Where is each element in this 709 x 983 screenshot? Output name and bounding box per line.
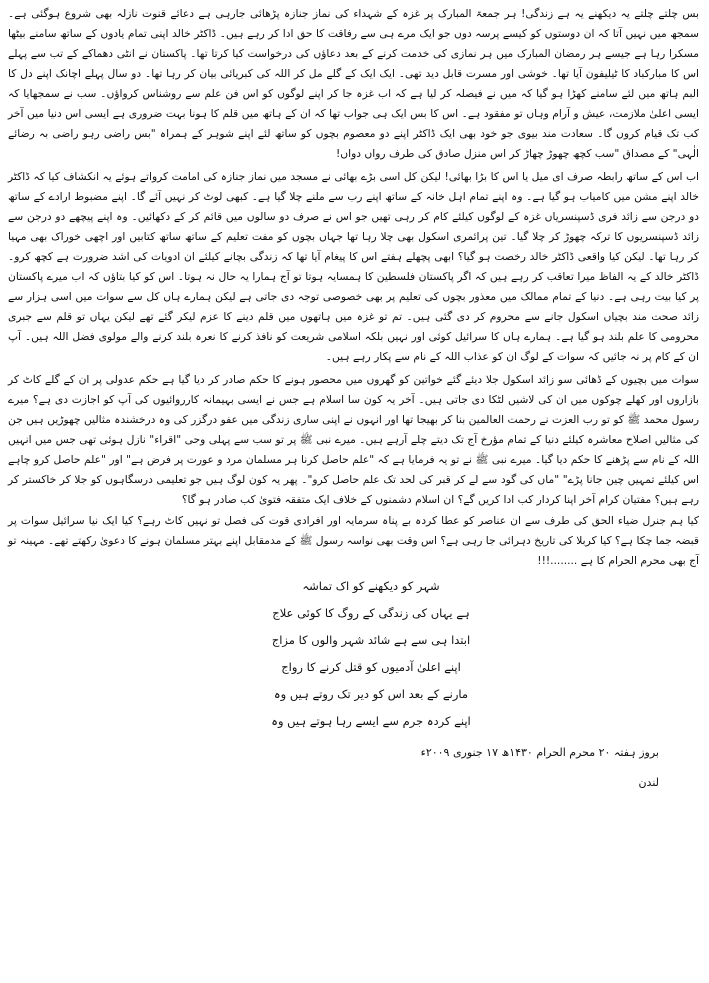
poem-line: ابتدا ہی سے ہے شائد شہر والوں کا مزاج [271,633,471,647]
poem-line: شہر کو دیکھنے کو اک تماشہ [302,579,440,593]
paragraph-questions: کیا ہم جنرل ضیاء الحق کی طرف سے ان عناصر کو عطا کردہ بے پناہ سرمایہ اور افرادی قوت کی فصل تو نہیں کاٹ رہے؟ کیا ایک نیا سرائیل سوات پر قبضہ جما چکا ہے؟ کیا کربلا کی تاریخ دہرائی جا رہی ہے؟ اس وقت بھی نواسہ رسول ﷺ کے مدمقابل اپنے بہتر مسلمان ہونے کا دعویٰ رکھتے تھے۔ مہینہ تو آج بھی محرم الحرام کا ہے ........!!! [8,514,699,567]
paragraph-gaza-mission: اب اس کے ساتھ رابطہ صرف ای میل یا اس کا بڑا بھائی! لیکن کل اسی بڑے بھائی نے مسجد میں نماز جنازہ کی امامت کرواتے ہوئے یہ انکشاف کیا کہ ڈاکٹر خالد اپنے مشن میں کامیاب ہو گیا ہے۔ وہ اپنے تمام اہل خانہ کے ساتھ اپنے رب سے ملنے چلا گیا ہے۔ کبھی لوٹ کر نہیں آئے گا۔ اپنے مضبوط ارادے کے ساتھ دو درجن سے زائد فری ڈسپنسریاں غزہ کے لوگوں کیلئے کام کر رہی تھیں جو اس نے صرف دو سالوں میں قائم کر کے دکھائیں۔ وہ اپنے پیچھے دو درجن سے زائد ڈسپنسریوں کا ترکہ چھوڑ کر چلا گیا۔ تین پرائمری اسکول بھی چلا رہا تھا جہاں بچوں کو مفت تعلیم کے ساتھ ساتھ کتابیں اور اچھی خوراک بھی مہیا کر رہا تھا۔ لیکن کیا واقعی ڈاکٹر خالد رخصت ہو گیا؟ ابھی پچھلے ہفتے اس کا پیغام آیا تھا کہ زندگی بچانے کیلئے ان ادویات کی اشد ضرورت ہے کچھ کرو۔ ڈاکٹر خالد کے یہ الفاظ میرا تعاقب کر رہے ہیں کہ اگر پاکستان فلسطین کا ہمسایہ ہوتا تو آج ہمارا یہ حال نہ ہوتا۔ اس کو کیا بتاؤں کہ اب میرے پاکستان پر کیا بیت رہی ہے۔ دنیا کے تمام ممالک میں معذور بچوں کی تعلیم پر بھی خصوصی توجہ دی جاتی ہے لیکن ہمارے ہاں کل سے سوات میں اسی ہزار سے زائد صحت مند بچیاں اسکول جانے سے محروم کر دی گئی ہیں۔ تم تو غزہ میں ہاتھوں میں قلم دینے کا عزم لیکر گئے تھے لیکن یہاں تو قلم سے جبری محرومی کا علم بلند ہو گیا ہے۔ ہمارے ہاں کا سرائیل کوئی اور نہیں بلکہ اسلامی شریعت کو نافذ کرنے کا نعرہ بلند کرنے والے مولوی فضل اللہ ہیں۔ آپ ان کے کام پر نہ جائیں کہ سوات کے لوگ ان کو عذاب اللہ کے نام سے پکار رہے ہیں۔ [8,170,699,363]
poem-line: ہے یہاں کی زندگی کے روگ کا کوئی علاج [272,606,470,620]
paragraph-dr-khalid-memory: بس چلتے چلتے یہ دیکھنے یہ ہے زندگی! ہر جمعۃ المبارک پر غزہ کے شہداء کی نماز جنازہ پڑھائی جارہی ہے دعائے قنوت نازلہ بھی شروع ہوگئی ہے۔ سمجھ میں نہیں آتا کہ ان دوستوں کو کیسے پرسہ دوں جو ایک مرے ہی سے رفاقت کا حق ادا کر رہے ہیں۔ ڈاکٹر خالد اپنی تمام یادوں کے ساتھ سامنے بیٹھا مسکرا رہا ہے جیسے ہر رمضان المبارک میں ہر نمازی کی خدمت کرنے کے بعد دعاؤں کی درخواست کیا کرتا تھا۔ پاکستان نے انٹی دھماکے کے تب سے پہلے اس کا مبارکباد کا ٹیلیفون آیا تھا۔ خوشی اور مسرت قابل دید تھی۔ ایک ایک کے گلے مل کر اللہ کی کبریائی بیان کر رہا تھا۔ دو سال پہلے اچانک اپنے دل کا البم ہاتھ میں لئے سامنے کھڑا ہو گیا کہ میں نے فیصلہ کر لیا ہے کہ اب غزہ جا کر اپنے لوگوں کو اس فن علم سے روشناس کرواؤں۔ سب نے سمجھایا کہ ایسی اعلیٰ ملازمت، عیش و آرام وہاں تو مفقود ہے۔ اس کا بس ایک ہی جواب تھا کہ ان کے ہاتھ میں قلم کا ہونا بہت ضروری ہے ایسی اس دنیا میں آخر کب تک قیام کروں گا۔ سعادت مند بیوی جو خود بھی ایک ڈاکٹر اپنے دو معصوم بچوں کو ساتھ لئے اپنے شوہر کے ہمراہ "بس راضی رہو راضی بہ رضائے الٰہی" کے مصداق "سب کچھ چھوڑ چھاڑ کر اس منزل صادق کی طرف رواں دواں! [8,7,699,160]
signature-place: لندن [638,776,659,789]
poem [8,573,699,735]
poem-line: اپنے اعلیٰ آدمیوں کو قتل کرنے کا رواج [281,660,461,674]
signature-date: بروز ہفتہ ۲۰ محرم الحرام ۱۴۳۰ھ ۱۷ جنوری ۲۰۰۹ء [420,746,659,759]
paragraph-swat-schools: سوات میں بچیوں کے ڈھائی سو زائد اسکول جلا دیئے گئے خواتین کو گھروں میں محصور ہونے کا حکم صادر کر دیا گیا ہے حکم عدولی پر ان کے گلے کاٹ کر بازاروں اور کھلے چوکوں میں ان کی لاشیں لٹکا دی جاتی ہیں۔ آخر یہ کون سا اسلام ہے جس نے ایسی بہیمانہ کارروائیوں کی آپ کو اجازت دی ہے؟ میرے رسول محمد ﷺ کو تو رب العزت نے رحمت العالمین بنا کر بھیجا تھا اور انہوں نے اپنی ساری زندگی میں عفو درگزر کی وہ درخشندہ مثالیں چھوڑیں ہیں جن کی مثالیں اصلاح معاشرہ کیلئے دنیا کے تمام مؤرخ آج تک دیتے چلے آرہے ہیں۔ میرے نبی ﷺ پر تو سب سے پہلی وحی "اقراء" نازل ہوئی تھی جس میں انہیں اللہ کے نام سے پڑھنے کا حکم دیا گیا۔ میرے نبی ﷺ نے تو یہ فرمایا ہے کہ "علم حاصل کرنا ہر مسلمان مرد و عورت پر فرض ہے" اور "علم حاصل کرو چاہے اس کیلئے تمہیں چین جانا پڑے" "ماں کی گود سے لے کر قبر کی لحد تک علم حاصل کرو"۔ پھر یہ کون لوگ ہیں جو تعلیمی درسگاہوں کو جلا کر خاکستر کر رہے ہیں؟ مفتیان کرام آخر اپنا کردار کب ادا کریں گے؟ ان اسلام دشمنوں کے خلاف ایک متفقہ فتویٰ کب صادر ہو گا؟ [8,373,699,506]
poem-line: مارنے کے بعد اس کو دیر تک روتے ہیں وہ [273,687,469,701]
poem-line: اپنے کردہ جرم سے ایسے رہا ہوتے ہیں وہ [271,714,471,728]
